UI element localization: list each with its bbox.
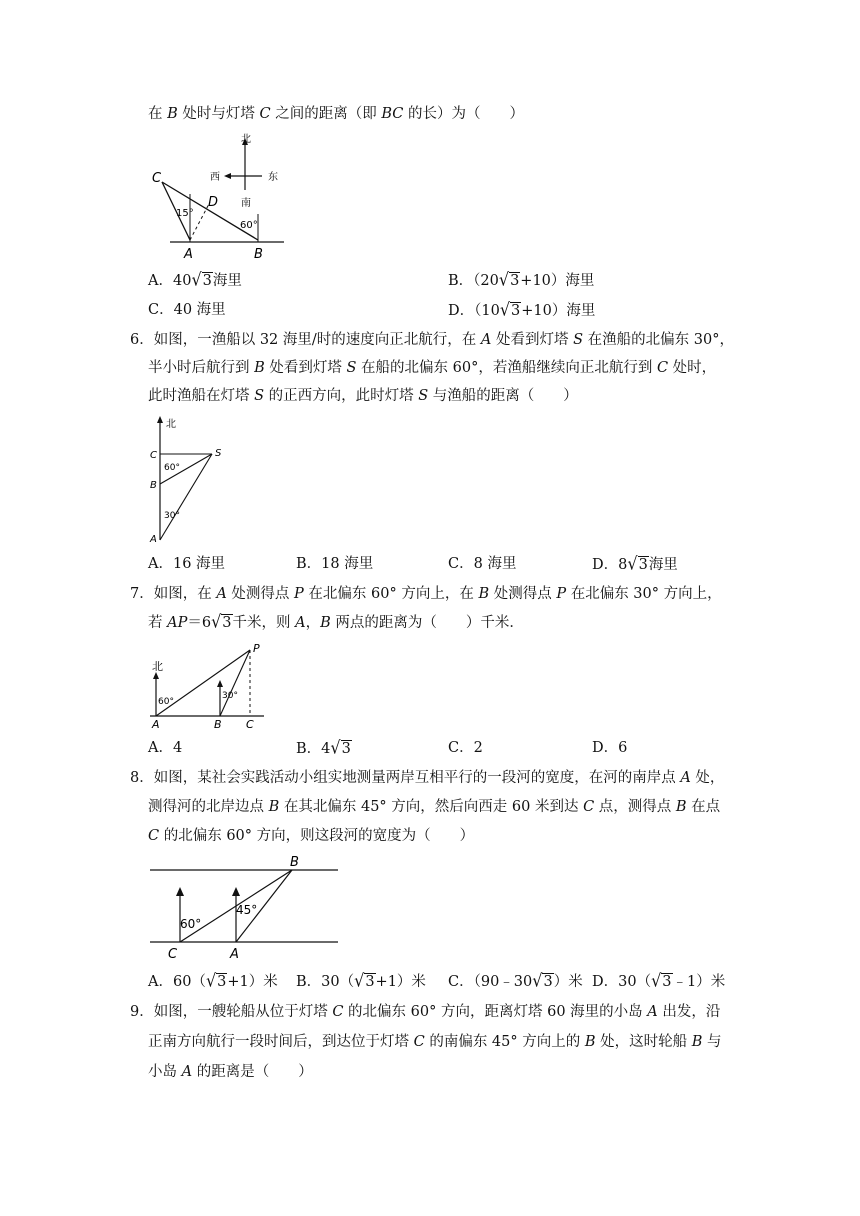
q5-option-d[interactable]: D．（10√3+10）海里 xyxy=(448,299,596,320)
q5-angle-60: 60° xyxy=(240,220,258,231)
q5-east-label: 东 xyxy=(268,172,278,183)
sqrt-symbol: √3 xyxy=(627,553,648,574)
sqrt-symbol: √3 xyxy=(211,611,232,632)
sqrt-symbol: √3 xyxy=(330,737,351,758)
sqrt-symbol: √3 xyxy=(205,970,227,991)
q7-option-d[interactable]: D．6 xyxy=(592,740,628,756)
q7-option-c[interactable]: C．2 xyxy=(448,740,483,756)
q5-south-label: 南 xyxy=(241,198,251,209)
sqrt-symbol: √3 xyxy=(499,299,521,320)
q9-stem-line1: 9．如图，一艘轮船从位于灯塔 C 的北偏东 60° 方向，距离灯塔 60 海里的小岛 A 出发，沿 xyxy=(130,1004,721,1020)
q7-point-p: P xyxy=(253,642,260,655)
q8-stem-line3: C 的北偏东 60° 方向，则这段河的宽度为（ ） xyxy=(148,828,475,844)
q6-figure xyxy=(146,414,236,546)
q5-west-label: 西 xyxy=(210,172,220,183)
q8-stem-line2: 测得河的北岸边点 B 在其北偏东 45° 方向，然后向西走 60 米到达 C 点，测得点 B 在点 xyxy=(148,799,721,815)
q7-stem-line2: 若 AP＝6√3千米，则 A，B 两点的距离为（ ）千米． xyxy=(148,611,524,632)
q8-angle-60: 60° xyxy=(180,917,202,931)
q6-north-label: 北 xyxy=(166,419,176,430)
q6-stem-line3: 此时渔船在灯塔 S 的正西方向，此时灯塔 S 与渔船的距离（ ） xyxy=(148,388,578,404)
q8-option-c[interactable]: C．（90﹣30√3）米 xyxy=(448,970,583,991)
q7-figure xyxy=(146,640,276,732)
q6-point-c: C xyxy=(150,450,157,461)
q6-point-a: A xyxy=(150,534,157,545)
q5-option-c[interactable]: C．40 海里 xyxy=(148,302,226,318)
q8-figure xyxy=(146,852,342,964)
sqrt-symbol: √3 xyxy=(191,269,212,290)
sqrt-symbol: √3 xyxy=(651,970,672,991)
q8-option-d[interactable]: D．30（√3﹣1）米 xyxy=(592,970,726,991)
q5-option-b[interactable]: B．（20√3+10）海里 xyxy=(448,269,595,290)
q8-option-b[interactable]: B．30（√3+1）米 xyxy=(296,970,426,991)
sqrt-symbol: √3 xyxy=(532,970,553,991)
q6-option-c[interactable]: C．8 海里 xyxy=(448,556,517,572)
q9-stem-line2: 正南方向航行一段时间后，到达位于灯塔 C 的南偏东 45° 方向上的 B 处，这时轮船 B 与 xyxy=(148,1034,722,1050)
sqrt-symbol: √3 xyxy=(354,970,375,991)
q5-point-c: C xyxy=(152,171,162,186)
q7-point-c: C xyxy=(246,718,254,731)
q8-angle-45: 45° xyxy=(236,903,258,917)
q7-point-b: B xyxy=(214,718,222,731)
q6-angle-60: 60° xyxy=(164,463,180,473)
q6-option-a[interactable]: A．16 海里 xyxy=(148,556,226,572)
q7-point-a: A xyxy=(152,718,160,731)
q5-option-a[interactable]: A．40√3海里 xyxy=(148,269,242,290)
q7-option-b[interactable]: B．4√3 xyxy=(296,737,351,758)
q5-angle-15: 15° xyxy=(176,208,194,219)
q6-angle-30: 30° xyxy=(164,511,180,521)
q6-option-d[interactable]: D．8√3海里 xyxy=(592,553,678,574)
q7-option-a[interactable]: A．4 xyxy=(148,740,183,756)
q9-stem-line3: 小岛 A 的距离是（ ） xyxy=(148,1064,313,1080)
q6-stem-line2: 半小时后航行到 B 处看到灯塔 S 在船的北偏东 60°，若渔船继续向正北航行到 C 处时， xyxy=(148,360,717,376)
q7-north-label: 北 xyxy=(152,660,163,673)
q6-point-b: B xyxy=(150,480,157,491)
q8-option-a[interactable]: A．60（√3+1）米 xyxy=(148,970,278,991)
q5-figure xyxy=(150,132,290,262)
q7-stem-line1: 7．如图，在 A 处测得点 P 在北偏东 60° 方向上，在 B 处测得点 P 在北偏东 30° 方向上， xyxy=(130,586,722,602)
q5-north-label: 北 xyxy=(241,134,251,145)
q7-angle-60: 60° xyxy=(158,697,174,707)
q6-point-s: S xyxy=(215,448,222,459)
q5-stem-tail: 在 B 处时与灯塔 C 之间的距离（即 BC 的长）为（ ） xyxy=(148,106,524,122)
q8-point-b: B xyxy=(290,855,299,870)
q5-point-b: B xyxy=(254,247,263,262)
sqrt-symbol: √3 xyxy=(498,269,520,290)
q7-angle-30: 30° xyxy=(222,691,238,701)
q8-point-c: C xyxy=(168,947,178,962)
q5-point-d: D xyxy=(208,195,219,210)
q8-stem-line1: 8．如图，某社会实践活动小组实地测量两岸互相平行的一段河的宽度，在河的南岸点 A 处， xyxy=(130,770,725,786)
q6-option-b[interactable]: B．18 海里 xyxy=(296,556,374,572)
q8-point-a: A xyxy=(230,947,239,962)
q6-stem-line1: 6．如图，一渔船以 32 海里/时的速度向正北航行，在 A 处看到灯塔 S 在渔船的北偏东 30°， xyxy=(130,332,734,348)
q5-point-a: A xyxy=(184,247,193,262)
